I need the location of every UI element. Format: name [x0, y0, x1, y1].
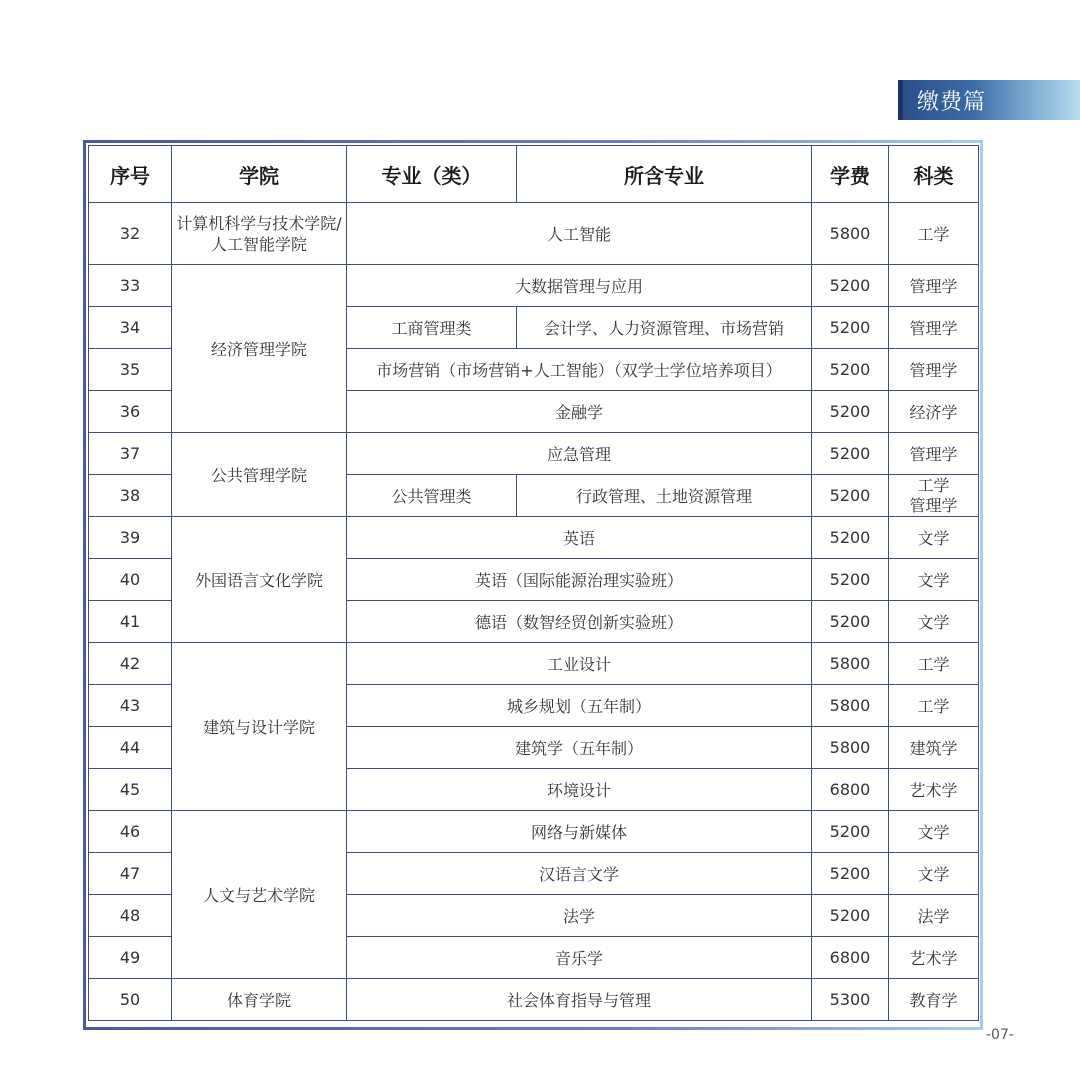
page-number: -07- [986, 1027, 1014, 1043]
fee-cell: 5200 [812, 895, 889, 937]
major-cell: 人工智能 [347, 203, 812, 265]
header-no: 序号 [89, 146, 172, 203]
tuition-fee-table [88, 145, 979, 1021]
fee-cell: 6800 [812, 769, 889, 811]
row-no: 44 [89, 727, 172, 769]
discipline-cell: 建筑学 [889, 727, 979, 769]
header-included-majors: 所含专业 [517, 146, 812, 203]
major-class-cell: 公共管理类 [347, 475, 517, 517]
table-row [89, 517, 979, 559]
row-no: 39 [89, 517, 172, 559]
row-no: 46 [89, 811, 172, 853]
major-cell: 网络与新媒体 [347, 811, 812, 853]
major-cell: 汉语言文学 [347, 853, 812, 895]
header-tuition: 学费 [812, 146, 889, 203]
college-name-line2: 人工智能学院 [210, 234, 307, 254]
row-no: 42 [89, 643, 172, 685]
table-header-row [89, 146, 979, 203]
row-no: 37 [89, 433, 172, 475]
major-cell: 行政管理、土地资源管理 [517, 475, 812, 517]
fee-cell: 5800 [812, 685, 889, 727]
college-cell: 经济管理学院 [172, 265, 347, 433]
discipline-cell: 工学 [889, 643, 979, 685]
row-no: 35 [89, 349, 172, 391]
row-no: 43 [89, 685, 172, 727]
row-no: 33 [89, 265, 172, 307]
discipline-cell: 文学 [889, 559, 979, 601]
discipline-cell: 管理学 [889, 433, 979, 475]
major-cell: 社会体育指导与管理 [347, 979, 812, 1021]
college-cell: 体育学院 [172, 979, 347, 1021]
fee-cell: 6800 [812, 937, 889, 979]
fee-cell: 5200 [812, 811, 889, 853]
header-discipline: 科类 [889, 146, 979, 203]
row-no: 50 [89, 979, 172, 1021]
fee-cell: 5200 [812, 517, 889, 559]
discipline-cell: 管理学 [889, 265, 979, 307]
discipline-cell: 管理学 [889, 349, 979, 391]
discipline-cell: 艺术学 [889, 937, 979, 979]
table-row [89, 979, 979, 1021]
table-row [89, 265, 979, 307]
row-no: 47 [89, 853, 172, 895]
section-tab-accent-bar [898, 80, 903, 120]
major-cell: 英语 [347, 517, 812, 559]
major-cell: 环境设计 [347, 769, 812, 811]
major-cell: 应急管理 [347, 433, 812, 475]
fee-cell: 5800 [812, 643, 889, 685]
major-cell: 市场营销（市场营销+人工智能）（双学士学位培养项目） [347, 349, 812, 391]
discipline-cell: 文学 [889, 517, 979, 559]
discipline-cell: 工学 [889, 203, 979, 265]
major-cell: 德语（数智经贸创新实验班） [347, 601, 812, 643]
major-cell: 音乐学 [347, 937, 812, 979]
discipline-cell: 艺术学 [889, 769, 979, 811]
major-cell: 城乡规划（五年制） [347, 685, 812, 727]
fee-cell: 5200 [812, 433, 889, 475]
row-no: 34 [89, 307, 172, 349]
fee-cell: 5200 [812, 349, 889, 391]
discipline-line2: 管理学 [909, 495, 958, 515]
major-cell: 会计学、人力资源管理、市场营销 [517, 307, 812, 349]
discipline-cell: 管理学 [889, 307, 979, 349]
row-no: 41 [89, 601, 172, 643]
major-cell: 建筑学（五年制） [347, 727, 812, 769]
section-header-tab [898, 80, 1080, 120]
row-no: 49 [89, 937, 172, 979]
discipline-cell: 工学 [889, 685, 979, 727]
discipline-line1: 工学 [917, 475, 950, 495]
row-no: 40 [89, 559, 172, 601]
college-cell [172, 203, 347, 265]
college-cell: 建筑与设计学院 [172, 643, 347, 811]
major-cell: 英语（国际能源治理实验班） [347, 559, 812, 601]
row-no: 38 [89, 475, 172, 517]
discipline-cell: 文学 [889, 601, 979, 643]
header-major-class: 专业（类） [347, 146, 517, 203]
major-class-cell: 工商管理类 [347, 307, 517, 349]
fee-cell: 5200 [812, 475, 889, 517]
discipline-cell: 文学 [889, 853, 979, 895]
row-no: 32 [89, 203, 172, 265]
college-name-line1: 计算机科学与技术学院/ [176, 213, 342, 233]
fee-cell: 5200 [812, 265, 889, 307]
fee-cell: 5200 [812, 559, 889, 601]
discipline-cell: 经济学 [889, 391, 979, 433]
header-college: 学院 [172, 146, 347, 203]
major-cell: 工业设计 [347, 643, 812, 685]
discipline-cell: 文学 [889, 811, 979, 853]
college-cell: 人文与艺术学院 [172, 811, 347, 979]
major-cell: 法学 [347, 895, 812, 937]
college-cell: 公共管理学院 [172, 433, 347, 517]
fee-cell: 5200 [812, 391, 889, 433]
fee-cell: 5800 [812, 727, 889, 769]
fee-cell: 5800 [812, 203, 889, 265]
college-cell: 外国语言文化学院 [172, 517, 347, 643]
table-row [89, 811, 979, 853]
fee-cell: 5200 [812, 853, 889, 895]
discipline-cell: 法学 [889, 895, 979, 937]
fee-cell: 5200 [812, 307, 889, 349]
discipline-cell: 教育学 [889, 979, 979, 1021]
row-no: 36 [89, 391, 172, 433]
row-no: 45 [89, 769, 172, 811]
major-cell: 大数据管理与应用 [347, 265, 812, 307]
section-title: 缴费篇 [917, 89, 987, 115]
row-no: 48 [89, 895, 172, 937]
table-row [89, 433, 979, 475]
discipline-cell [889, 475, 979, 517]
fee-cell: 5200 [812, 601, 889, 643]
major-cell: 金融学 [347, 391, 812, 433]
table-row [89, 643, 979, 685]
table-row [89, 203, 979, 265]
fee-cell: 5300 [812, 979, 889, 1021]
